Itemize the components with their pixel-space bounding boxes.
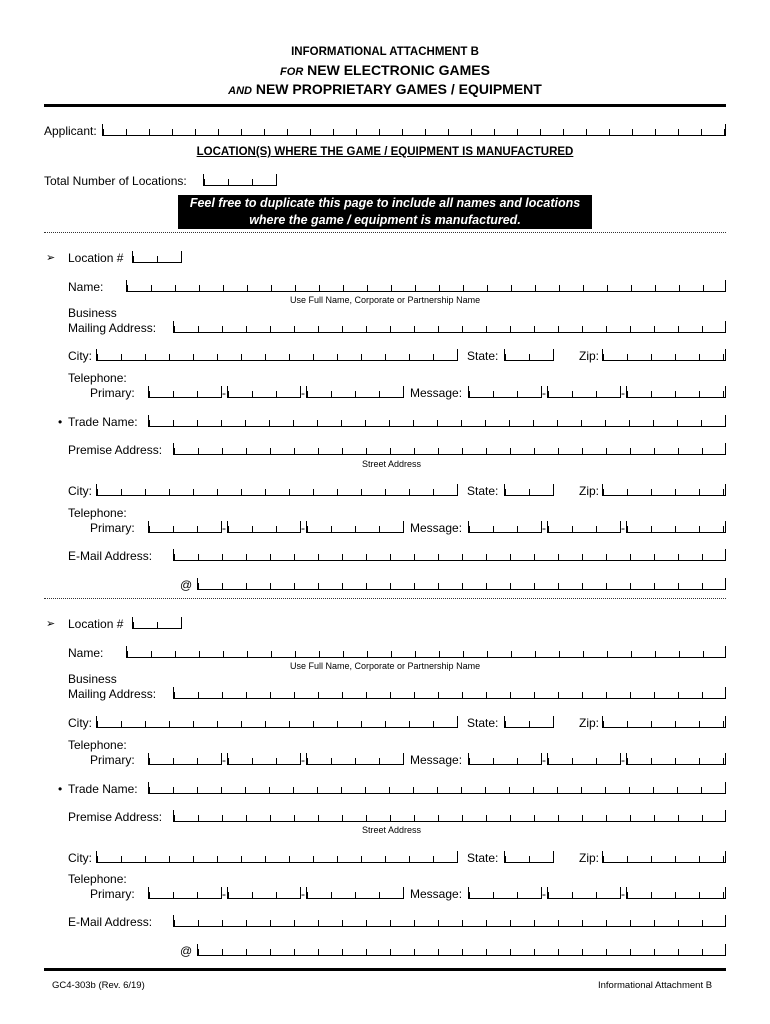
street-address-note: Street Address bbox=[362, 459, 422, 469]
city-label: City: bbox=[68, 484, 92, 498]
name-field[interactable] bbox=[126, 280, 726, 292]
arrow-icon: ➢ bbox=[46, 618, 56, 630]
arrow-icon: ➢ bbox=[46, 252, 56, 264]
name-note: Use Full Name, Corporate or Partnership Name bbox=[290, 295, 481, 305]
city-field[interactable] bbox=[96, 349, 458, 361]
primary-prefix-field[interactable] bbox=[227, 521, 301, 533]
and-prefix: AND bbox=[228, 85, 252, 97]
name-label: Name: bbox=[68, 646, 104, 660]
mailing-address-label: Mailing Address: bbox=[68, 687, 157, 701]
telephone-label: Telephone: bbox=[68, 872, 127, 886]
state-field[interactable] bbox=[504, 349, 554, 361]
primary-line-field[interactable] bbox=[306, 887, 404, 899]
dash: - bbox=[222, 753, 226, 767]
dash: - bbox=[542, 887, 546, 901]
message-line-field[interactable] bbox=[626, 887, 726, 899]
email-label: E-Mail Address: bbox=[68, 549, 153, 563]
trade-name-label: Trade Name: bbox=[68, 415, 138, 429]
message-label: Message: bbox=[410, 521, 463, 535]
dash: - bbox=[301, 386, 305, 400]
footer-rule bbox=[44, 968, 726, 971]
state-label: State: bbox=[467, 349, 499, 363]
zip-label: Zip: bbox=[579, 484, 600, 498]
form-subtitle-1 bbox=[0, 62, 770, 78]
total-locations-label: Total Number of Locations: bbox=[44, 174, 187, 188]
banner-line-1: Feel free to duplicate this page to include all names and locations bbox=[189, 196, 581, 210]
dash: - bbox=[542, 521, 546, 535]
dash: - bbox=[301, 887, 305, 901]
header-rule bbox=[44, 104, 726, 107]
state-label: State: bbox=[467, 716, 499, 730]
location-number-label: Location # bbox=[68, 617, 124, 631]
subtitle-text-2: NEW PROPRIETARY GAMES / EQUIPMENT bbox=[255, 81, 542, 97]
primary-label: Primary: bbox=[90, 887, 135, 901]
dash: - bbox=[222, 521, 226, 535]
city-label: City: bbox=[68, 716, 92, 730]
premise-address-field[interactable] bbox=[173, 810, 726, 822]
footer-attachment-label: Informational Attachment B bbox=[598, 980, 713, 991]
state-label: State: bbox=[467, 851, 499, 865]
message-area-code-field[interactable] bbox=[468, 753, 542, 765]
city-label: City: bbox=[68, 851, 92, 865]
message-label: Message: bbox=[410, 386, 463, 400]
trade-name-field[interactable] bbox=[148, 782, 726, 794]
zip-field[interactable] bbox=[602, 851, 726, 863]
zip-label: Zip: bbox=[579, 716, 600, 730]
email-domain-field[interactable] bbox=[197, 944, 726, 956]
premise-address-label: Premise Address: bbox=[68, 443, 163, 457]
email-label: E-Mail Address: bbox=[68, 915, 153, 929]
state-field[interactable] bbox=[504, 851, 554, 863]
section-heading: LOCATION(S) WHERE THE GAME / EQUIPMENT IS MANUFACTURED bbox=[196, 146, 574, 158]
state-label: State: bbox=[467, 484, 499, 498]
mailing-address-label: Mailing Address: bbox=[68, 321, 157, 335]
location-number-field[interactable] bbox=[132, 251, 182, 263]
message-area-code-field[interactable] bbox=[468, 887, 542, 899]
dash: - bbox=[222, 386, 226, 400]
primary-area-code-field[interactable] bbox=[148, 753, 222, 765]
business-label: Business bbox=[68, 672, 117, 686]
primary-line-field[interactable] bbox=[306, 386, 404, 398]
for-prefix: FOR bbox=[280, 66, 304, 78]
message-prefix-field[interactable] bbox=[547, 753, 621, 765]
primary-area-code-field[interactable] bbox=[148, 887, 222, 899]
primary-prefix-field[interactable] bbox=[227, 753, 301, 765]
email-domain-field[interactable] bbox=[197, 578, 726, 590]
primary-line-field[interactable] bbox=[306, 521, 404, 533]
message-line-field[interactable] bbox=[626, 386, 726, 398]
applicant-field[interactable] bbox=[102, 124, 726, 136]
message-area-code-field[interactable] bbox=[468, 521, 542, 533]
message-prefix-field[interactable] bbox=[547, 386, 621, 398]
primary-label: Primary: bbox=[90, 521, 135, 535]
location-number-field[interactable] bbox=[132, 617, 182, 629]
form-title: INFORMATIONAL ATTACHMENT B bbox=[291, 46, 479, 58]
form-subtitle-2 bbox=[0, 81, 770, 97]
primary-prefix-field[interactable] bbox=[227, 887, 301, 899]
message-area-code-field[interactable] bbox=[468, 386, 542, 398]
message-line-field[interactable] bbox=[626, 521, 726, 533]
primary-line-field[interactable] bbox=[306, 753, 404, 765]
message-prefix-field[interactable] bbox=[547, 521, 621, 533]
zip-field[interactable] bbox=[602, 716, 726, 728]
state-field[interactable] bbox=[504, 484, 554, 496]
dash: - bbox=[301, 521, 305, 535]
city-label: City: bbox=[68, 349, 92, 363]
name-note: Use Full Name, Corporate or Partnership Name bbox=[290, 661, 481, 671]
subtitle-text-1: NEW ELECTRONIC GAMES bbox=[307, 62, 490, 78]
dash: - bbox=[301, 753, 305, 767]
telephone-label: Telephone: bbox=[68, 506, 127, 520]
name-field[interactable] bbox=[126, 646, 726, 658]
email-user-field[interactable] bbox=[173, 915, 726, 927]
dash: - bbox=[542, 386, 546, 400]
message-line-field[interactable] bbox=[626, 753, 726, 765]
duplicate-notice-banner bbox=[178, 195, 592, 229]
trade-name-label: Trade Name: bbox=[68, 782, 138, 796]
bullet-icon: • bbox=[58, 415, 63, 429]
dash: - bbox=[222, 887, 226, 901]
zip-label: Zip: bbox=[579, 851, 600, 865]
bullet-icon: • bbox=[58, 782, 63, 796]
zip-field[interactable] bbox=[602, 484, 726, 496]
telephone-label: Telephone: bbox=[68, 738, 127, 752]
telephone-label: Telephone: bbox=[68, 371, 127, 385]
banner-line-2: where the game / equipment is manufactured. bbox=[249, 213, 521, 227]
zip-field[interactable] bbox=[602, 349, 726, 361]
dash: - bbox=[621, 753, 625, 767]
zip-label: Zip: bbox=[579, 349, 600, 363]
message-prefix-field[interactable] bbox=[547, 887, 621, 899]
premise-address-label: Premise Address: bbox=[68, 810, 163, 824]
location-number-label: Location # bbox=[68, 251, 124, 265]
state-field[interactable] bbox=[504, 716, 554, 728]
primary-label: Primary: bbox=[90, 386, 135, 400]
at-symbol: @ bbox=[180, 578, 193, 592]
email-user-field[interactable] bbox=[173, 549, 726, 561]
total-locations-field[interactable] bbox=[203, 174, 277, 186]
business-label: Business bbox=[68, 306, 117, 320]
city-field[interactable] bbox=[96, 851, 458, 863]
primary-area-code-field[interactable] bbox=[148, 386, 222, 398]
city-field[interactable] bbox=[96, 484, 458, 496]
mailing-address-field[interactable] bbox=[173, 687, 726, 699]
name-label: Name: bbox=[68, 280, 104, 294]
message-label: Message: bbox=[410, 753, 463, 767]
form-number: GC4-303b (Rev. 6/19) bbox=[52, 980, 145, 991]
primary-area-code-field[interactable] bbox=[148, 521, 222, 533]
premise-address-field[interactable] bbox=[173, 443, 726, 455]
trade-name-field[interactable] bbox=[148, 415, 726, 427]
primary-prefix-field[interactable] bbox=[227, 386, 301, 398]
message-label: Message: bbox=[410, 887, 463, 901]
city-field[interactable] bbox=[96, 716, 458, 728]
applicant-label: Applicant: bbox=[44, 124, 97, 138]
section-divider bbox=[44, 232, 726, 233]
dash: - bbox=[542, 753, 546, 767]
at-symbol: @ bbox=[180, 944, 193, 958]
dash: - bbox=[621, 521, 625, 535]
street-address-note: Street Address bbox=[362, 825, 422, 835]
dash: - bbox=[621, 386, 625, 400]
primary-label: Primary: bbox=[90, 753, 135, 767]
dash: - bbox=[621, 887, 625, 901]
section-divider bbox=[44, 598, 726, 599]
mailing-address-field[interactable] bbox=[173, 321, 726, 333]
